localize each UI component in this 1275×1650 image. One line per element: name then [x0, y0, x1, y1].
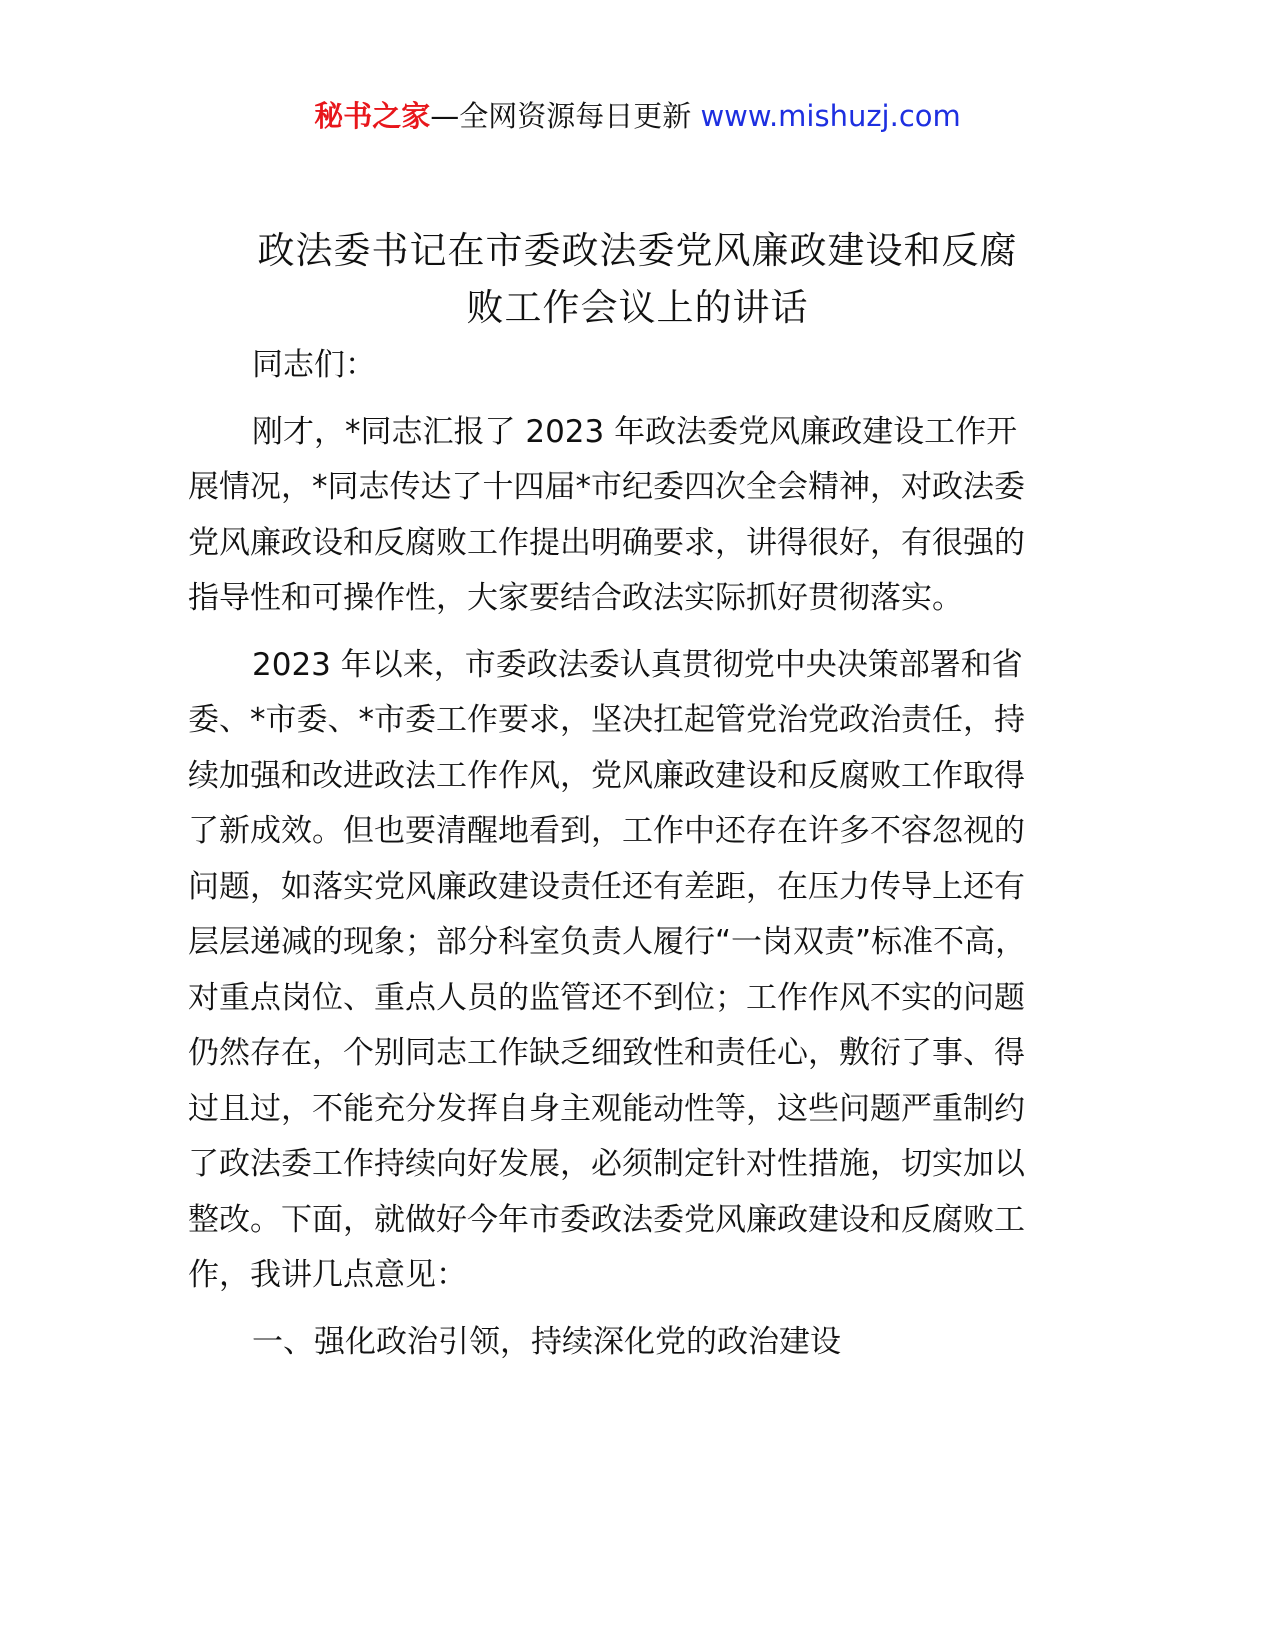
paragraph-intro — [188, 405, 1088, 627]
text-line: 委、*市委、*市委工作要求，坚决扛起管党治党政治责任，持 — [188, 702, 1025, 738]
text-line: 同志们： — [252, 347, 376, 383]
text-line: 过且过，不能充分发挥自身主观能动性等，这些问题严重制约 — [188, 1090, 1025, 1127]
text-line: 指导性和可操作性，大家要结合政法实际抓好贯彻落实。 — [188, 580, 963, 616]
text-line: 作，我讲几点意见： — [188, 1257, 467, 1293]
site-brand: 秘书之家 — [314, 99, 431, 133]
document-title — [160, 222, 1115, 336]
text-line: 仍然存在，个别同志工作缺乏细致性和责任心，敷衍了事、得 — [188, 1035, 1025, 1071]
site-url-link[interactable]: www.mishuzj.com — [700, 99, 961, 133]
text-line: 问题，如落实党风廉政建设责任还有差距，在压力传导上还有 — [188, 868, 1025, 905]
paragraph-greeting — [188, 338, 1088, 394]
text-line: 展情况，*同志传达了十四届*市纪委四次全会精神，对政法委 — [188, 469, 1025, 505]
document-body — [188, 338, 1088, 1381]
title-line: 败工作会议上的讲话 — [466, 286, 809, 329]
text-line: 党风廉政设和反腐败工作提出明确要求，讲得很好，有很强的 — [188, 524, 1025, 561]
paragraph-review — [188, 638, 1088, 1304]
site-header — [0, 96, 1275, 136]
text-line: 了新成效。但也要清醒地看到，工作中还存在许多不容忽视的 — [188, 813, 1025, 849]
text-line: 续加强和改进政法工作作风，党风廉政建设和反腐败工作取得 — [188, 757, 1025, 794]
text-line: 一、强化政治引领，持续深化党的政治建设 — [252, 1323, 841, 1360]
site-slogan: —全网资源每日更新 — [430, 99, 692, 133]
title-line: 政法委书记在市委政法委党风廉政建设和反腐 — [257, 229, 1018, 272]
text-line: 2023 年以来，市委政法委认真贯彻党中央决策部署和省 — [252, 646, 1023, 683]
text-line: 了政法委工作持续向好发展，必须制定针对性措施，切实加以 — [188, 1146, 1025, 1182]
section-heading-1 — [188, 1315, 1088, 1371]
text-line: 对重点岗位、重点人员的监管还不到位；工作作风不实的问题 — [188, 979, 1025, 1016]
text-line: 刚才，*同志汇报了 2023 年政法委党风廉政建设工作开 — [252, 413, 1018, 450]
text-line: 整改。下面，就做好今年市委政法委党风廉政建设和反腐败工 — [188, 1201, 1025, 1238]
text-line: 层层递减的现象；部分科室负责人履行“一岗双责”标准不高， — [188, 924, 1027, 960]
